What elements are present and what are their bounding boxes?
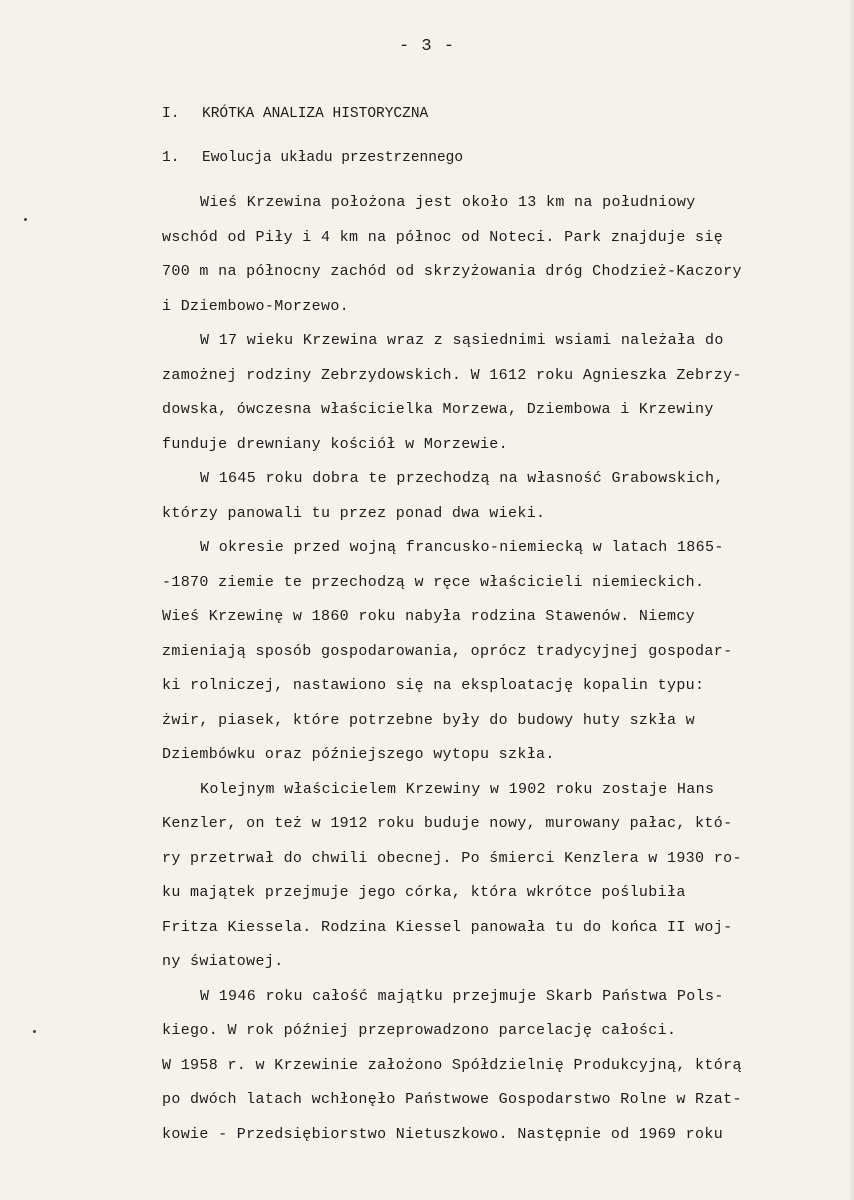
subsection-number: 1. (162, 150, 180, 166)
margin-dot (33, 1030, 36, 1033)
text-line: -1870 ziemie te przechodzą w ręce właścicieli niemieckich. (162, 574, 705, 591)
subsection-heading (162, 150, 463, 166)
text-line: Kolejnym właścicielem Krzewiny w 1902 roku zostaje Hans (200, 781, 715, 798)
section-title: KRÓTKA ANALIZA HISTORYCZNA (202, 106, 429, 122)
text-line: i Dziembowo-Morzewo. (162, 298, 350, 315)
text-line: W 17 wieku Krzewina wraz z sąsiednimi wsiami należała do (200, 332, 724, 349)
section-number: I. (162, 106, 180, 122)
text-line: funduje drewniany kościół w Morzewie. (162, 436, 509, 453)
subsection-title: Ewolucja układu przestrzennego (202, 150, 464, 166)
text-line: ki rolniczej, nastawiono się na eksploatację kopalin typu: (162, 677, 705, 694)
page-number: - 3 - (398, 37, 455, 56)
margin-dot (24, 218, 27, 221)
text-line: W okresie przed wojną francusko-niemiecką w latach 1865- (200, 539, 724, 556)
text-line: żwir, piasek, które potrzebne były do budowy huty szkła w (162, 712, 696, 729)
text-line: W 1958 r. w Krzewinie założono Spółdzielnię Produkcyjną, którą (162, 1057, 742, 1074)
text-line: Dziembówku oraz późniejszego wytopu szkła. (162, 746, 555, 763)
text-line: wschód od Piły i 4 km na północ od Noteci. Park znajduje się (162, 229, 724, 246)
text-line: Wieś Krzewina położona jest około 13 km na południowy (200, 194, 696, 211)
text-line: ry przetrwał do chwili obecnej. Po śmierci Kenzlera w 1930 ro- (162, 850, 742, 867)
text-line: W 1645 roku dobra te przechodzą na własność Grabowskich, (200, 470, 724, 487)
text-line: ny światowej. (162, 953, 284, 970)
text-line: ku majątek przejmuje jego córka, która wkrótce poślubiła (162, 884, 686, 901)
page-edge-shadow (848, 0, 854, 1200)
text-line: 700 m na północny zachód od skrzyżowania dróg Chodzież-Kaczory (162, 263, 742, 280)
text-line: po dwóch latach wchłonęło Państwowe Gospodarstwo Rolne w Rzat- (162, 1091, 742, 1108)
section-heading (162, 106, 428, 122)
text-line: Kenzler, on też w 1912 roku buduje nowy, murowany pałac, któ- (162, 815, 733, 832)
text-line: Fritza Kiessela. Rodzina Kiessel panowała tu do końca II woj- (162, 919, 733, 936)
text-line: którzy panowali tu przez ponad dwa wieki. (162, 505, 546, 522)
text-line: zamożnej rodziny Zebrzydowskich. W 1612 roku Agnieszka Zebrzy- (162, 367, 742, 384)
text-line: kowie - Przedsiębiorstwo Nietuszkowo. Następnie od 1969 roku (162, 1126, 724, 1143)
text-line: kiego. W rok później przeprowadzono parcelację całości. (162, 1022, 677, 1039)
text-line: zmieniają sposób gospodarowania, oprócz tradycyjnej gospodar- (162, 643, 733, 660)
text-line: Wieś Krzewinę w 1860 roku nabyła rodzina Stawenów. Niemcy (162, 608, 696, 625)
text-line: dowska, ówczesna właścicielka Morzewa, Dziembowa i Krzewiny (162, 401, 714, 418)
text-line: W 1946 roku całość majątku przejmuje Skarb Państwa Pols- (200, 988, 724, 1005)
